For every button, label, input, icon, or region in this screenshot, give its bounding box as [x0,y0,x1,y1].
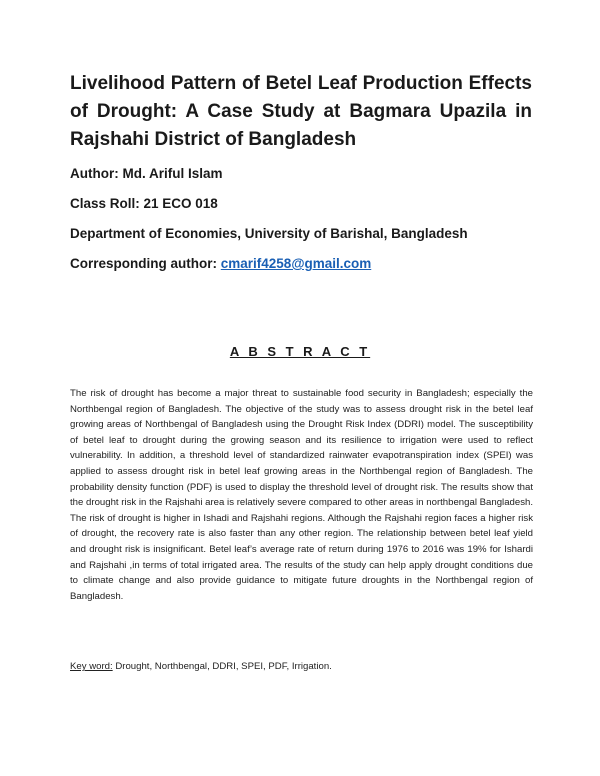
keywords-line [70,660,533,674]
abstract-body: The risk of drought has become a major threat to sustainable food security in Bangladesh; especially the Northbengal region of Bangladesh. The objective of the study was to assess drought risk in the betel leaf growing areas of Northbengal of Bangladesh using the Drought Risk Index (DDRI) model. The susceptibility of betel leaf to drought during the growing season and its resilience to irrigation were used to reflect vulnerability. In addition, a threshold level of standardized rainwater evapotranspiration index (SPEI) was applied to assess drought risk in betel leaf growing areas in the Northbengal region of Bangladesh. The probability density function (PDF) is used to display the threshold level of drought risk. The results show that the drought risk in the Rajshahi area is relatively severe compared to other areas in northbengal Bangladesh. The risk of drought is higher in Ishadi and Rajshahi regions. Although the Rajshahi region faces a higher risk of drought, the recovery rate is also faster than any other region. The relationship between betel leaf yield and drought risk is insignificant. Betel leaf’s average rate of return during 1976 to 2016 was 19% for Ishardi and Rajshahi ,in terms of total irrigated area. The results of the study can help apply drought conditions due to climate change and also provide guidance to mitigate future droughts in the Northbengal region of Bangladesh. [70,388,533,602]
paper-title: Livelihood Pattern of Betel Leaf Production Effects of Drought: A Case Study at Bagmara Upazila in Rajshahi District of Bangladesh [70,73,532,150]
corresponding-author-line [70,256,371,271]
keywords-list: Drought, Northbengal, DDRI, SPEI, PDF, Irrigation. [112,661,332,672]
class-roll-line: Class Roll: 21 ECO 018 [70,196,218,211]
abstract-heading: A B S T R A C T [229,344,371,359]
keywords-label: Key word: [70,661,113,672]
corresponding-email-link[interactable]: cmarif4258@gmail.com [220,256,372,271]
department-line: Department of Economies, University of Barishal, Bangladesh [70,226,468,241]
corresponding-author-label: Corresponding author: [70,256,217,271]
author-line: Author: Md. Ariful Islam [70,166,223,181]
